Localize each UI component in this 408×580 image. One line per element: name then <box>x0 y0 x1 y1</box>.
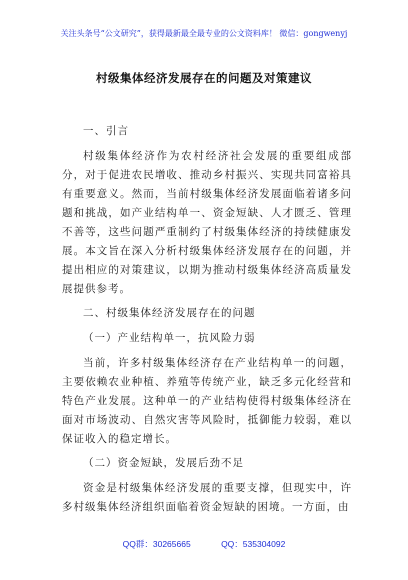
paragraph-intro: 村级集体经济作为农村经济社会发展的重要组成部分，对于促进农民增收、推动乡村振兴、实现共同富裕具有重要意义。然而，当前村级集体经济发展面临着诸多问题和挑战，如产业结构单一、资金短缺、人才匮乏、管理不善等，这些问题严重制约了村级集体经济的持续健康发展。本文旨在深入分析村级集体经济发展存在的问题，并提出相应的对策建议，以期为推动村级集体经济高质量发展提供参考。 <box>62 150 352 295</box>
section-heading-intro: 一、引言 <box>83 125 129 137</box>
footer-qq-group: QQ群：30265665 <box>122 539 191 549</box>
header-promo-note: 关注头条号“公文研究”，获得最新最全最专业的公文资料库！ 微信：gongwenyj <box>60 29 348 38</box>
section-heading-problems: 二、村级集体经济发展存在的问题 <box>83 307 256 319</box>
subsection-heading-1: （一）产业结构单一，抗风险力弱 <box>83 332 256 344</box>
footer-contact <box>0 538 408 550</box>
document-body <box>62 118 352 522</box>
footer-qq-number: QQ：535304092 <box>221 539 286 549</box>
paragraph-sub1: 当前，许多村级集体经济存在产业结构单一的问题，主要依赖农业种植、养殖等传统产业，缺乏多元化经营和特色产业发展。这种单一的产业结构使得村级集体经济在面对市场波动、自然灾害等风险时，抵御能力较弱，难以保证收入的稳定增长。 <box>62 357 352 445</box>
document-title: 村级集体经济发展存在的问题及对策建议 <box>96 71 312 85</box>
paragraph-sub2: 资金是村级集体经济发展的重要支撑，但现实中，许多村级集体经济组织面临着资金短缺的困境。一方面，由 <box>62 482 352 513</box>
subsection-heading-2: （二）资金短缺，发展后劲不足 <box>83 457 244 469</box>
